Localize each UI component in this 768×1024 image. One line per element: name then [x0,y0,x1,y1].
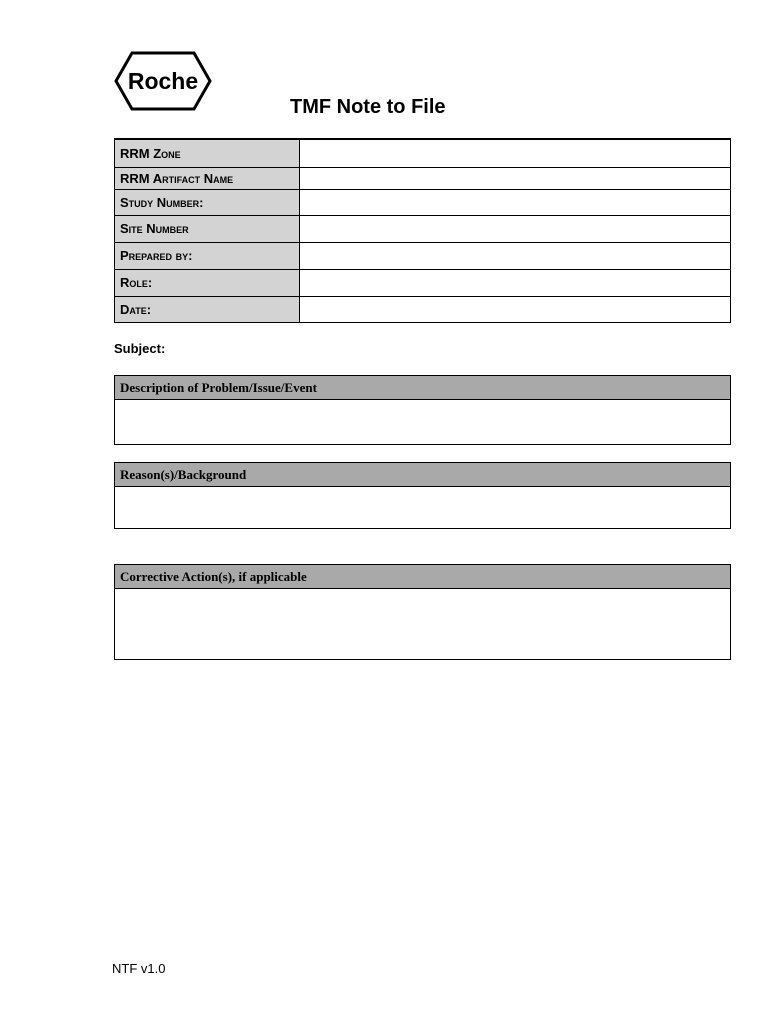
site-number-field[interactable] [300,215,731,242]
footer-version: NTF v1.0 [112,961,166,976]
corrective-action-section [114,564,731,660]
logo-text: Roche [127,68,199,94]
rrm-zone-label: RRM Zone [115,139,300,167]
date-field[interactable] [300,296,731,322]
prepared-by-field[interactable] [300,242,731,269]
document-title: TMF Note to File [290,96,446,118]
role-field[interactable] [300,269,731,296]
meta-row-date [115,296,731,322]
date-label: Date: [115,296,300,322]
meta-row-rrm-zone [115,139,731,167]
study-number-label: Study Number: [115,189,300,215]
role-label: Role: [115,269,300,296]
description-section [114,375,731,445]
rrm-artifact-name-field[interactable] [300,167,731,189]
rrm-artifact-name-label: RRM Artifact Name [115,167,300,189]
reason-section [114,462,731,529]
description-heading: Description of Problem/Issue/Event [115,376,730,400]
meta-row-study-number [115,189,731,215]
metadata-table [114,138,731,323]
meta-row-rrm-artifact-name [115,167,731,189]
rrm-zone-field[interactable] [300,139,731,167]
site-number-label: Site Number [115,215,300,242]
corrective-action-heading: Corrective Action(s), if applicable [115,565,730,589]
meta-row-role [115,269,731,296]
meta-row-site-number [115,215,731,242]
description-field[interactable] [115,400,730,444]
roche-logo [114,50,212,112]
reason-heading: Reason(s)/Background [115,463,730,487]
corrective-action-field[interactable] [115,589,730,659]
reason-field[interactable] [115,487,730,528]
subject-label: Subject: [114,341,166,356]
study-number-field[interactable] [300,189,731,215]
prepared-by-label: Prepared by: [115,242,300,269]
meta-row-prepared-by [115,242,731,269]
